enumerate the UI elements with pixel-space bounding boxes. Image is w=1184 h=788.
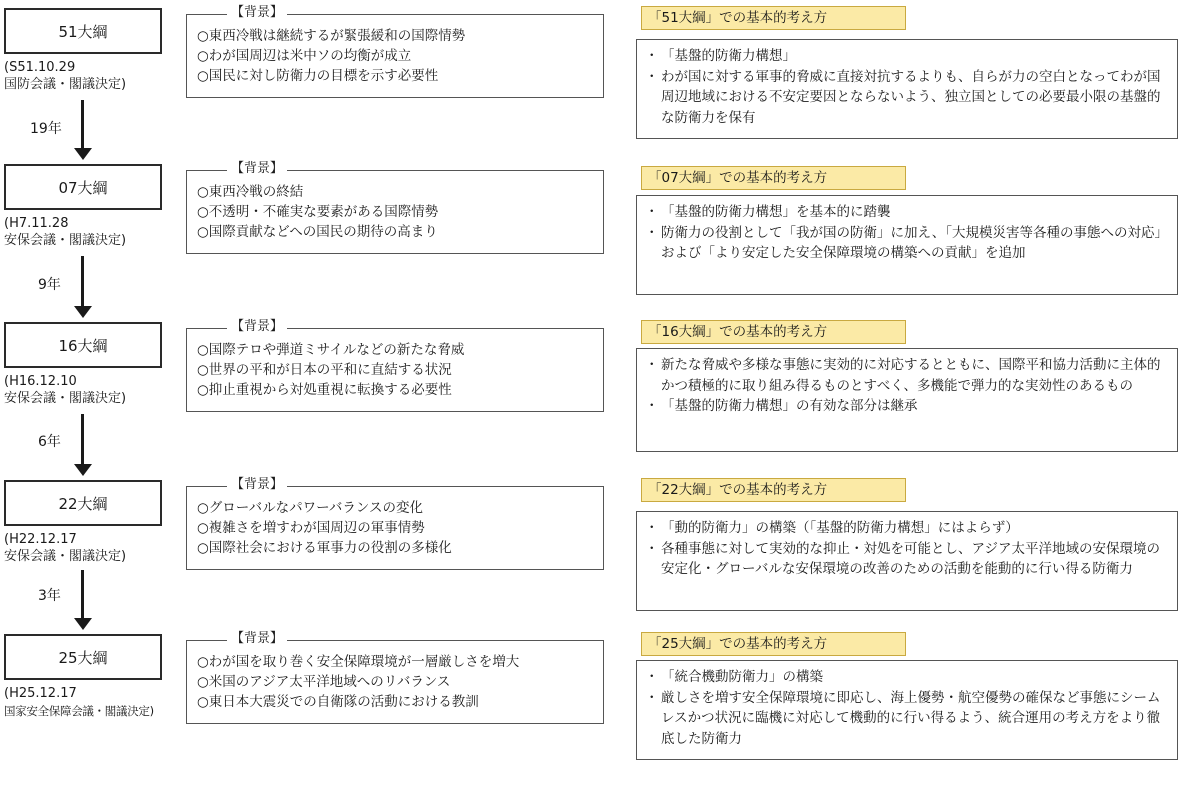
basic-concept-title: 「25大綱」での基本的考え方	[641, 632, 906, 656]
background-box	[186, 477, 604, 570]
background-title: 【背景】	[227, 631, 287, 647]
decision-date: (H16.12.10	[4, 374, 77, 389]
decision-date: (H22.12.17	[4, 532, 77, 547]
row-25-taiko	[0, 630, 1184, 788]
background-box	[186, 5, 604, 98]
down-arrow-icon	[78, 256, 88, 318]
background-list	[197, 652, 519, 712]
taiko-box: 16大綱	[4, 322, 162, 368]
basic-concept-item: ・ 「統合機動防衛力」の構築	[647, 667, 1169, 688]
interval-label: 9年	[38, 277, 61, 293]
basic-concept-box	[636, 511, 1178, 611]
decision-body: 国防会議・閣議決定)	[4, 77, 127, 92]
taiko-box: 51大綱	[4, 8, 162, 54]
background-list	[197, 498, 452, 558]
basic-concept-list	[647, 202, 1169, 264]
background-title: 【背景】	[227, 5, 287, 21]
background-title: 【背景】	[227, 161, 287, 177]
down-arrow-icon	[78, 570, 88, 630]
row-16-taiko	[0, 318, 1184, 476]
background-item: ○米国のアジア太平洋地域へのリバランス	[197, 674, 451, 690]
interval-label: 6年	[38, 434, 61, 450]
basic-concept-item: ・ わが国に対する軍事的脅威に直接対抗するよりも、自らが力の空白となってわが国周辺地域における不安定要因とならないよう、独立国としての必要最小限の基盤的な防衛力を保有	[647, 67, 1169, 129]
background-item: ○東日本大震災での自衛隊の活動における教訓	[197, 694, 479, 710]
basic-concept-title: 「07大綱」での基本的考え方	[641, 166, 906, 190]
background-item: ○不透明・不確実な要素がある国際情勢	[197, 204, 439, 220]
taiko-box: 07大綱	[4, 164, 162, 210]
basic-concept-title: 「16大綱」での基本的考え方	[641, 320, 906, 344]
basic-concept-item: ・ 厳しさを増す安全保障環境に即応し、海上優勢・航空優勢の確保など事態にシームレスかつ状況に臨機に対応して機動的に行い得るよう、統合運用の考え方をより徹底した防衛力	[647, 688, 1169, 750]
interval-label: 19年	[30, 121, 62, 137]
row-51-taiko	[0, 4, 1184, 162]
decision-body: 安保会議・閣議決定)	[4, 549, 127, 564]
background-item: ○国際貢献などへの国民の期待の高まり	[197, 224, 438, 240]
background-title: 【背景】	[227, 319, 287, 335]
background-item: ○わが国を取り巻く安全保障環境が一層厳しさを増大	[197, 654, 520, 670]
down-arrow-icon	[78, 414, 88, 476]
decision-body: 国家安全保障会議・閣議決定)	[4, 704, 154, 718]
basic-concept-item: ・ 各種事態に対して実効的な抑止・対処を可能とし、アジア太平洋地域の安保環境の安定化・グローバルな安保環境の改善のための活動を能動的に行い得る防衛力	[647, 539, 1169, 580]
background-item: ○グローバルなパワーバランスの変化	[197, 500, 424, 516]
background-list	[197, 340, 464, 400]
decision-date: (S51.10.29	[4, 60, 76, 75]
background-list	[197, 182, 438, 242]
background-item: ○世界の平和が日本の平和に直結する状況	[197, 362, 452, 378]
decision-body: 安保会議・閣議決定)	[4, 233, 127, 248]
basic-concept-box	[636, 348, 1178, 452]
basic-concept-list	[647, 355, 1169, 417]
basic-concept-item: ・ 「基盤的防衛力構想」の有効な部分は継承	[647, 396, 1169, 417]
basic-concept-item: ・ 新たな脅威や多様な事態に実効的に対応するとともに、国際平和協力活動に主体的かつ積極的に取り組み得るものとすべく、多機能で弾力的な実効性のあるもの	[647, 355, 1169, 396]
taiko-box: 22大綱	[4, 480, 162, 526]
taiko-box: 25大綱	[4, 634, 162, 680]
background-box	[186, 319, 604, 412]
decision-body: 安保会議・閣議決定)	[4, 391, 127, 406]
interval-label: 3年	[38, 588, 61, 604]
decision-date: (H25.12.17	[4, 686, 77, 701]
basic-concept-list	[647, 46, 1169, 128]
basic-concept-item: ・ 防衛力の役割として「我が国の防衛」に加え、「大規模災害等各種の事態への対応」および「より安定した安全保障環境の構築への貢献」を追加	[647, 223, 1169, 264]
basic-concept-title: 「22大綱」での基本的考え方	[641, 478, 906, 502]
background-item: ○国民に対し防衛力の目標を示す必要性	[197, 68, 439, 84]
row-07-taiko	[0, 160, 1184, 318]
background-list	[197, 26, 465, 86]
down-arrow-icon	[78, 100, 88, 160]
row-22-taiko	[0, 476, 1184, 634]
basic-concept-item: ・ 「基盤的防衛力構想」を基本的に踏襲	[647, 202, 1169, 223]
background-box	[186, 631, 604, 724]
background-item: ○抑止重視から対処重視に転換する必要性	[197, 382, 452, 398]
background-item: ○複雑さを増すわが国周辺の軍事情勢	[197, 520, 425, 536]
background-title: 【背景】	[227, 477, 287, 493]
background-item: ○国際社会における軍事力の役割の多様化	[197, 540, 452, 556]
background-box	[186, 161, 604, 254]
basic-concept-list	[647, 518, 1169, 580]
basic-concept-item: ・ 「基盤的防衛力構想」	[647, 46, 1169, 67]
basic-concept-box	[636, 660, 1178, 760]
background-item: ○東西冷戦は継続するが緊張緩和の国際情勢	[197, 28, 466, 44]
background-item: ○国際テロや弾道ミサイルなどの新たな脅威	[197, 342, 465, 358]
basic-concept-item: ・ 「動的防衛力」の構築（「基盤的防衛力構想」にはよらず）	[647, 518, 1169, 539]
basic-concept-box	[636, 39, 1178, 139]
background-item: ○わが国周辺は米中ソの均衡が成立	[197, 48, 412, 64]
background-item: ○東西冷戦の終結	[197, 184, 304, 200]
basic-concept-title: 「51大綱」での基本的考え方	[641, 6, 906, 30]
basic-concept-box	[636, 195, 1178, 295]
decision-date: (H7.11.28	[4, 216, 69, 231]
basic-concept-list	[647, 667, 1169, 749]
